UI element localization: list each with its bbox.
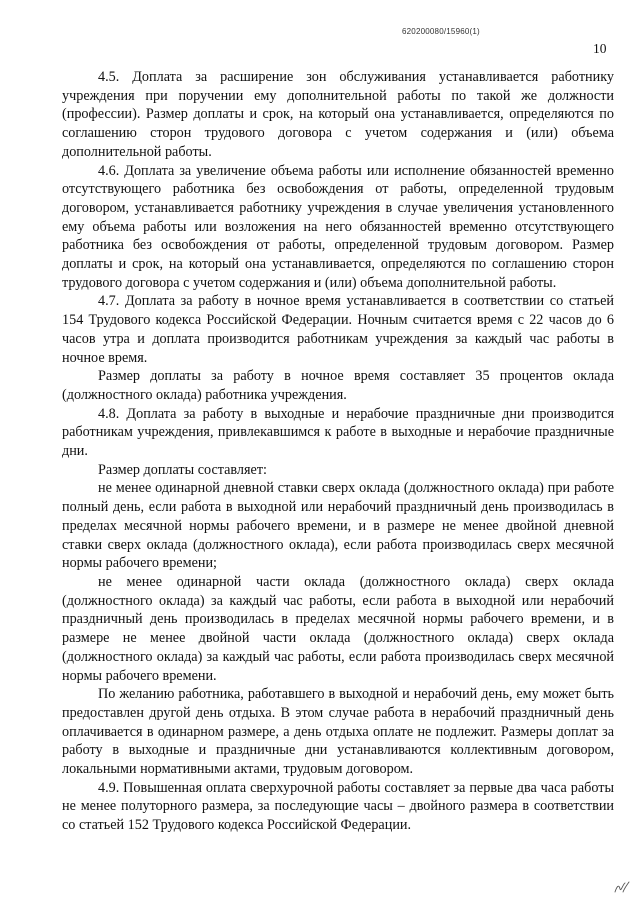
- paragraph-hourly-rate: не менее одинарной части оклада (должностного оклада) сверх оклада (должностного оклада) за каждый час работы, если работа в выходной или нерабочий праздничный день производилась в пределах месячной нормы рабочего времени, и в размере не менее двойной части оклада (должностного оклада) сверх оклада (должностного оклада) за каждый час работы, если работа производилась сверх месячной нормы рабочего времени.: [62, 573, 614, 684]
- document-body: [62, 68, 614, 835]
- paragraph-day-off: По желанию работника, работавшего в выходной и нерабочий день, ему может быть предоставлен другой день отдыха. В этом случае работа в нерабочий праздничный день оплачивается в одинарном размере, а день отдыха оплате не подлежит. Размеры доплат за работу в выходные и праздничные дни устанавливаются коллективным договором, локальными нормативными актами, трудовым договором.: [62, 686, 614, 778]
- paragraph-4-5: 4.5. Доплата за расширение зон обслуживания устанавливается работнику учреждения при поручении ему дополнительной работы по такой же должности (профессии). Размер доплаты и срок, на который она устанавливается, определяются по соглашению сторон трудового договора с учетом содержания и (или) объема дополнительной работы.: [62, 69, 614, 160]
- document-code: 620200080/15960(1): [402, 27, 480, 36]
- paragraph-daily-rate: не менее одинарной дневной ставки сверх оклада (должностного оклада) при работе полный день, если работа в выходной или нерабочий праздничный день производилась в пределах месячной нормы рабочего времени, и в размере не менее двойной дневной ставки сверх оклада (должностного оклада), если работа производилась сверх месячной нормы рабочего времени;: [62, 480, 614, 572]
- page-number: 10: [593, 41, 607, 56]
- initials-scribble: [614, 880, 630, 894]
- paragraph-night-rate: Размер доплаты за работу в ночное время составляет 35 процентов оклада (должностного оклада) работника учреждения.: [62, 368, 614, 403]
- paragraph-4-7: 4.7. Доплата за работу в ночное время устанавливается в соответствии со статьей 154 Трудового кодекса Российской Федерации. Ночным считается время с 22 часов до 6 часов утра и доплата производится работникам учреждения за каждый час работы в ночное время.: [62, 293, 614, 366]
- paragraph-4-9: 4.9. Повышенная оплата сверхурочной работы составляет за первые два часа работы не менее полуторного размера, за последующие часы – двойного размера в соответствии со статьей 152 Трудового кодекса Российской Федерации.: [62, 779, 614, 834]
- paragraph-4-6: 4.6. Доплата за увеличение объема работы или исполнение обязанностей временно отсутствующего работника без освобождения от работы, определенной трудовым договором, устанавливается работнику учреждения в случае увеличения установленного ему объема работы или возложения на него обязанностей временно отсутствующего работника без освобождения от работы, определенной трудовым договором. Размер доплаты и срок, на который она устанавливается, определяются по соглашению сторон трудового договора с учетом содержания и (или) объема дополнительной работы.: [62, 162, 614, 291]
- paragraph-4-8: 4.8. Доплата за работу в выходные и нерабочие праздничные дни производится работникам учреждения, привлекавшимся к работе в выходные и нерабочие праздничные дни.: [62, 405, 614, 460]
- paragraph-rate-intro: Размер доплаты составляет:: [98, 461, 267, 478]
